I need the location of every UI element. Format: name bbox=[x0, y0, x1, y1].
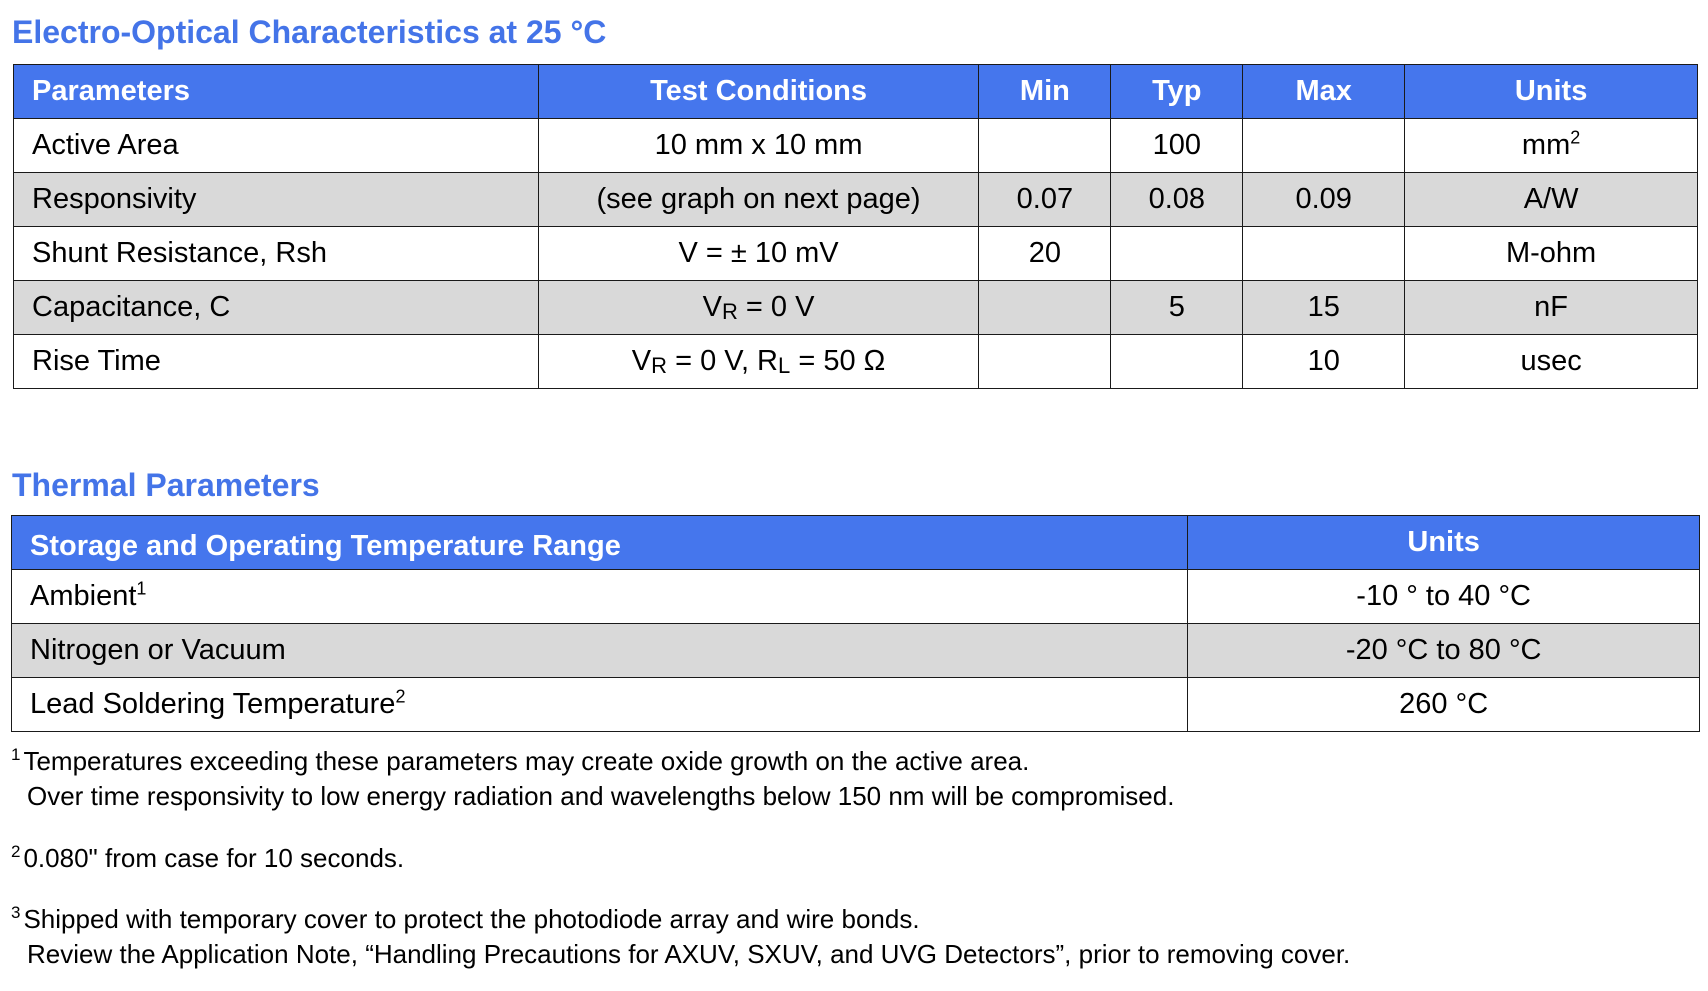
electro-optical-title: Electro-Optical Characteristics at 25 °C bbox=[12, 14, 607, 50]
typ-cell bbox=[1111, 335, 1243, 389]
typ-cell bbox=[1111, 227, 1243, 281]
header-units: Units bbox=[1188, 516, 1700, 570]
min-cell bbox=[979, 281, 1111, 335]
footnote-line: Temperatures exceeding these parameters may create oxide growth on the active area. bbox=[23, 746, 1030, 776]
conditions-cell: (see graph on next page) bbox=[538, 173, 979, 227]
table-row bbox=[14, 281, 1698, 335]
cond-symbol: V bbox=[631, 345, 652, 377]
footnote-1 bbox=[11, 744, 1174, 814]
footnote-line: Shipped with temporary cover to protect the photodiode array and wire bonds. bbox=[23, 904, 920, 934]
header-units: Units bbox=[1405, 65, 1698, 119]
typ-cell: 100 bbox=[1111, 119, 1243, 173]
footnote-2 bbox=[11, 841, 404, 876]
units-cell: A/W bbox=[1405, 173, 1698, 227]
thermal-parameters-table bbox=[11, 515, 1700, 732]
max-cell bbox=[1243, 227, 1405, 281]
min-cell bbox=[979, 335, 1111, 389]
units-cell: M-ohm bbox=[1405, 227, 1698, 281]
conditions-cell: 10 mm x 10 mm bbox=[538, 119, 979, 173]
cond-rest: = 50 Ω bbox=[790, 345, 886, 377]
min-cell bbox=[979, 119, 1111, 173]
table-row bbox=[14, 119, 1698, 173]
table-header-row bbox=[12, 516, 1700, 570]
min-cell: 20 bbox=[979, 227, 1111, 281]
table-row bbox=[12, 570, 1700, 624]
max-cell: 0.09 bbox=[1243, 173, 1405, 227]
units-superscript: 2 bbox=[1570, 127, 1581, 148]
units-cell: usec bbox=[1405, 335, 1698, 389]
label-cell bbox=[12, 570, 1188, 624]
label-text: Ambient bbox=[30, 580, 137, 612]
cond-mid: = 0 V, R bbox=[667, 345, 779, 377]
header-temperature-range: Storage and Operating Temperature Range bbox=[12, 516, 1188, 570]
units-cell bbox=[1405, 119, 1698, 173]
table-row bbox=[14, 173, 1698, 227]
value-cell: 260 °C bbox=[1188, 678, 1700, 732]
typ-cell: 0.08 bbox=[1111, 173, 1243, 227]
cond-subscript: R bbox=[721, 299, 738, 324]
footnote-3 bbox=[11, 902, 1350, 972]
parameter-cell: Capacitance, C bbox=[14, 281, 539, 335]
cond-symbol: V bbox=[702, 291, 722, 323]
footnote-ref: 1 bbox=[136, 578, 147, 599]
parameter-cell: Shunt Resistance, Rsh bbox=[14, 227, 539, 281]
footnote-line: Review the Application Note, “Handling Precautions for AXUV, SXUV, and UVG Detectors”, prior to removing cover. bbox=[27, 939, 1351, 969]
header-parameters: Parameters bbox=[14, 65, 539, 119]
parameter-cell: Rise Time bbox=[14, 335, 539, 389]
units-cell: nF bbox=[1405, 281, 1698, 335]
table-header-row bbox=[14, 65, 1698, 119]
table-row bbox=[12, 624, 1700, 678]
parameter-cell: Active Area bbox=[14, 119, 539, 173]
table-row bbox=[14, 227, 1698, 281]
table-row bbox=[12, 678, 1700, 732]
label-cell: Nitrogen or Vacuum bbox=[12, 624, 1188, 678]
electro-optical-table bbox=[13, 64, 1698, 389]
label-cell bbox=[12, 678, 1188, 732]
cond-subscript: R bbox=[651, 353, 668, 378]
cond-rest: = 0 V bbox=[737, 291, 815, 323]
min-cell: 0.07 bbox=[979, 173, 1111, 227]
footnote-number: 1 bbox=[11, 745, 21, 765]
conditions-cell bbox=[538, 281, 979, 335]
footnote-number: 2 bbox=[11, 842, 21, 862]
parameter-cell: Responsivity bbox=[14, 173, 539, 227]
max-cell: 15 bbox=[1243, 281, 1405, 335]
conditions-cell: V = ± 10 mV bbox=[538, 227, 979, 281]
header-typ: Typ bbox=[1111, 65, 1243, 119]
value-cell: -10 ° to 40 °C bbox=[1188, 570, 1700, 624]
units-text: mm bbox=[1521, 129, 1571, 161]
footnote-number: 3 bbox=[11, 903, 21, 923]
label-text: Lead Soldering Temperature bbox=[30, 688, 396, 720]
value-cell: -20 °C to 80 °C bbox=[1188, 624, 1700, 678]
thermal-parameters-title: Thermal Parameters bbox=[12, 467, 320, 503]
max-cell: 10 bbox=[1243, 335, 1405, 389]
footnote-ref: 2 bbox=[395, 686, 406, 707]
table-row bbox=[14, 335, 1698, 389]
header-test-conditions: Test Conditions bbox=[538, 65, 979, 119]
header-max: Max bbox=[1243, 65, 1405, 119]
max-cell bbox=[1243, 119, 1405, 173]
conditions-cell bbox=[538, 335, 979, 389]
footnote-line: Over time responsivity to low energy radiation and wavelengths below 150 nm will be compromised. bbox=[27, 781, 1175, 811]
footnote-line: 0.080" from case for 10 seconds. bbox=[23, 843, 405, 873]
cond-subscript-load: L bbox=[778, 353, 791, 378]
typ-cell: 5 bbox=[1111, 281, 1243, 335]
header-min: Min bbox=[979, 65, 1111, 119]
